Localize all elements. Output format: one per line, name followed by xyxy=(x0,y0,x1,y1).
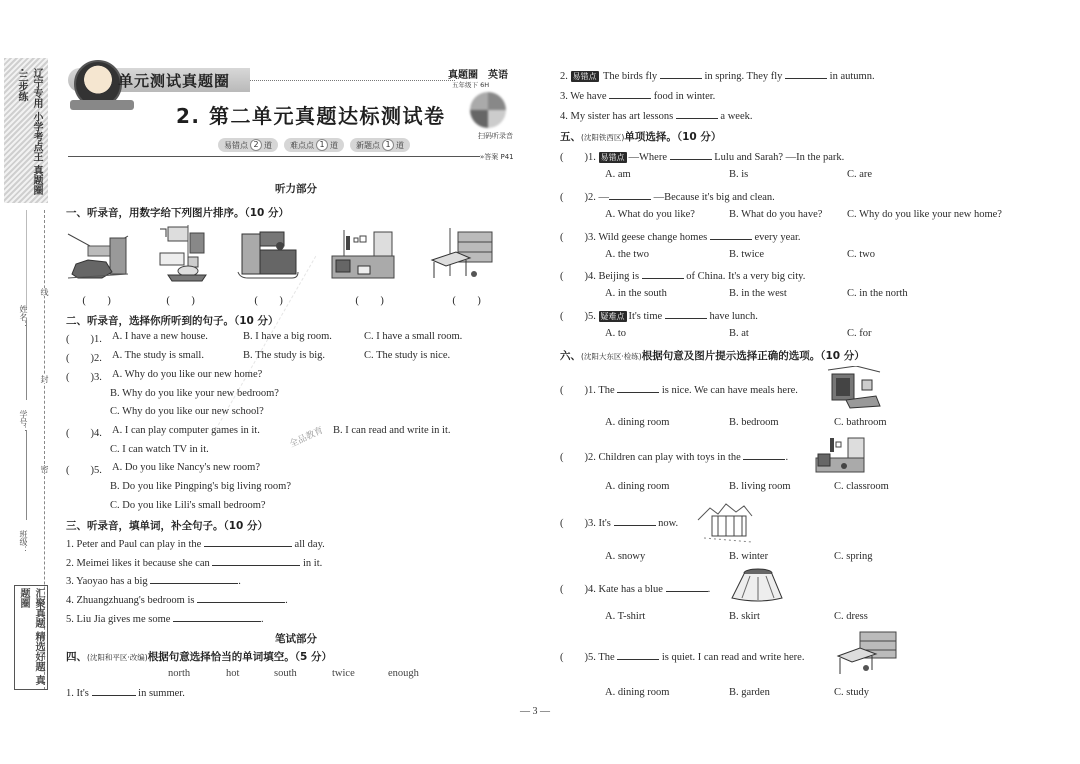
error-prone-tag: 易错点 xyxy=(600,153,625,162)
banner-title: 单元测试真题圈 xyxy=(118,72,231,90)
s2-q3-option-b: B. Why do you like your new bedroom? xyxy=(110,388,279,399)
s2-q5-number[interactable]: ( )5. xyxy=(66,465,102,476)
word-bank-north: north xyxy=(168,668,191,679)
s6-q2-option-b: B. living room xyxy=(729,481,791,492)
s6-q4-blank[interactable] xyxy=(666,582,708,592)
written-part-title: 笔试部分 xyxy=(275,633,317,645)
answer-paren-5[interactable]: ( ) xyxy=(452,295,482,307)
s6-q2-number[interactable]: ( )2. xyxy=(560,452,596,463)
s6-q5-option-b: B. garden xyxy=(729,687,770,698)
spring-trees-picture xyxy=(696,502,754,544)
s3-q4-text: 4. Zhuangzhuang's bedroom is xyxy=(66,595,195,606)
s6-q4-text: Kate has a blue xyxy=(598,584,663,595)
s3-q4 xyxy=(66,593,288,606)
s5-q1-number[interactable]: ( )1. xyxy=(560,152,596,163)
s3-q3-text: 3. Yaoyao has a big xyxy=(66,576,148,587)
s4-q2-blank-2[interactable] xyxy=(785,69,827,79)
s2-q5-option-c: C. Do you like Lili's small bedroom? xyxy=(110,500,266,511)
s6-q5-option-a: A. dining room xyxy=(605,687,670,698)
s3-q5 xyxy=(66,612,264,625)
s6-q4 xyxy=(560,581,710,596)
s2-q4-option-c: C. I can watch TV in it. xyxy=(110,444,209,455)
s5-q1-option-c: C. are xyxy=(847,169,873,180)
s6-q5-text: The xyxy=(598,652,615,663)
s6-q3-option-a: A. snowy xyxy=(605,551,646,562)
section-5-instructions: 单项选择。（10 分） xyxy=(624,131,722,143)
answer-paren-3[interactable]: ( ) xyxy=(254,295,284,307)
s5-q2-option-a: A. What do you like? xyxy=(605,209,695,220)
header-rule xyxy=(68,156,480,157)
s5-q1-option-b: B. is xyxy=(729,169,749,180)
pill-label: 易错点 xyxy=(224,140,248,150)
pill-suffix: 道 xyxy=(396,140,404,150)
section-5-source: (沈阳铁西区) xyxy=(581,133,625,142)
s2-q2-number[interactable]: ( )2. xyxy=(66,353,102,364)
s6-q5 xyxy=(560,649,804,664)
s4-q2-text-end: in autumn. xyxy=(829,71,875,82)
answer-reference: »答案 P41 xyxy=(480,153,514,161)
pill-label: 难点点 xyxy=(290,140,314,150)
answer-paren-2[interactable]: ( ) xyxy=(166,295,196,307)
s4-q3-text: 3. We have xyxy=(560,91,607,102)
pill-error-prone xyxy=(218,138,278,152)
s2-q4-option-b: B. I can read and write in it. xyxy=(333,425,451,436)
s6-q3-option-b: B. winter xyxy=(729,551,769,562)
s2-q1-number[interactable]: ( )1. xyxy=(66,334,102,345)
answer-paren-4[interactable]: ( ) xyxy=(355,295,385,307)
s6-q5-number[interactable]: ( )5. xyxy=(560,652,596,663)
s5-q2-number[interactable]: ( )2. xyxy=(560,192,596,203)
s3-q5-blank[interactable] xyxy=(173,612,261,622)
s4-q2-text: The birds fly xyxy=(602,71,658,82)
difficulty-pills xyxy=(218,138,410,152)
section-5-prefix: 五、 xyxy=(560,131,581,143)
qr-label: 扫码听录音 xyxy=(478,132,513,140)
student-id-field-label: 学号： xyxy=(19,410,28,434)
watermark-text: 全品教育 xyxy=(288,425,326,451)
binding-strip-label: 辽宁专用 小学考点王 真题圈·三步练 xyxy=(16,68,42,195)
s5-q3-text: Wild geese change homes xyxy=(598,232,708,243)
word-bank-south: south xyxy=(274,668,297,679)
s5-q3-blank[interactable] xyxy=(710,230,752,240)
s5-q2-option-c: C. Why do you like your new home? xyxy=(847,209,1002,220)
s3-q3-text-end: . xyxy=(238,576,241,587)
s2-q2-option-c: C. The study is nice. xyxy=(364,350,451,361)
cut-mark-secret: 密 xyxy=(40,465,49,473)
s2-q2-option-b: B. The study is big. xyxy=(243,350,326,361)
s6-q1-blank[interactable] xyxy=(617,383,659,393)
ribbon-icon xyxy=(70,100,134,110)
binding-strip-bottom-label: 汇聚真题 精选好题 真题圈 xyxy=(14,585,48,690)
name-field-line xyxy=(26,210,27,310)
s6-q4-option-b: B. skirt xyxy=(729,611,760,622)
s4-q2-blank-1[interactable] xyxy=(660,69,702,79)
s5-q2-text: — xyxy=(598,192,609,203)
s6-q4-text-end: . xyxy=(707,584,711,595)
s6-q1-option-c: C. bathroom xyxy=(834,417,887,428)
s2-q1-option-c: C. I have a small room. xyxy=(364,331,463,342)
s5-q4-text: Beijing is xyxy=(598,271,640,282)
pill-difficult xyxy=(284,138,344,152)
dining-room-picture xyxy=(826,366,882,410)
s6-q1-option-b: B. bedroom xyxy=(729,417,779,428)
s5-q4-text-end: of China. It's a very big city. xyxy=(686,271,806,282)
s5-q4-option-a: A. in the south xyxy=(605,288,667,299)
s4-q3 xyxy=(560,89,715,102)
kitchen-picture xyxy=(236,228,302,280)
section-6-prefix: 六、 xyxy=(560,350,581,362)
s6-q1-text-end: is nice. We can have meals here. xyxy=(661,385,798,396)
s6-q3 xyxy=(560,515,678,530)
s5-q4-blank[interactable] xyxy=(642,269,684,279)
s3-q2-blank[interactable] xyxy=(212,556,300,566)
s3-q2-text: 2. Meimei likes it because she can xyxy=(66,558,210,569)
s3-q5-text-end: . xyxy=(261,614,264,625)
cut-mark-line: 线 xyxy=(40,288,49,296)
binding-strip-banner xyxy=(4,58,48,203)
study-picture xyxy=(836,630,900,676)
s6-q2-text-end: . xyxy=(785,452,789,463)
section-2-title: 二、听录音，选择你所听到的句子。（10 分） xyxy=(66,315,279,327)
s3-q1-blank[interactable] xyxy=(204,537,292,547)
section-1-title: 一、听录音，用数字给下列图片排序。（10 分） xyxy=(66,207,290,219)
s5-q4 xyxy=(560,268,805,283)
s6-q3-option-c: C. spring xyxy=(834,551,873,562)
name-blank[interactable] xyxy=(26,320,27,400)
s2-q2-option-a: A. The study is small. xyxy=(112,350,204,361)
s6-q3-text-end: now. xyxy=(658,518,679,529)
s5-q3 xyxy=(560,229,801,244)
s6-q3-number[interactable]: ( )3. xyxy=(560,518,596,529)
s6-q5-text-end: is quiet. I can read and write here. xyxy=(661,652,805,663)
page-title: 2. 第二单元真题达标测试卷 xyxy=(176,104,446,128)
s4-q1-text-end: in summer. xyxy=(138,688,185,699)
s3-q3-blank[interactable] xyxy=(150,574,238,584)
s6-q3-blank[interactable] xyxy=(614,516,656,526)
answer-paren-1[interactable]: ( ) xyxy=(82,295,112,307)
s5-q5-text: It's time xyxy=(628,311,663,322)
pill-suffix: 道 xyxy=(330,140,338,150)
s5-q5-option-b: B. at xyxy=(729,328,749,339)
s5-q3-option-b: B. twice xyxy=(729,249,764,260)
s5-q5-blank[interactable] xyxy=(665,309,707,319)
s6-q1-option-a: A. dining room xyxy=(605,417,670,428)
section-4-instructions: 根据句意选择恰当的单词填空。（5 分） xyxy=(147,651,332,663)
pill-suffix: 道 xyxy=(264,140,272,150)
s5-q4-option-c: C. in the north xyxy=(847,288,908,299)
s5-q1-blank[interactable] xyxy=(670,150,712,160)
s6-q1-number[interactable]: ( )1. xyxy=(560,385,596,396)
s4-q1 xyxy=(66,686,185,699)
s5-q1 xyxy=(560,149,844,164)
section-6-source: (沈阳大东区·检练) xyxy=(581,352,642,361)
s6-q2 xyxy=(560,449,788,464)
s5-q3-text-end: every year. xyxy=(754,232,801,243)
s3-q3 xyxy=(66,574,241,587)
header-dotted-rule xyxy=(250,80,455,81)
s6-q2-blank[interactable] xyxy=(743,450,785,460)
page-number: — 3 — xyxy=(520,706,550,717)
s4-q4-blank[interactable] xyxy=(676,109,718,119)
s5-q3-option-c: C. two xyxy=(847,249,876,260)
section-4-source: (沈阳和平区·改编) xyxy=(87,653,148,662)
class-field-label: 班级： xyxy=(19,530,28,554)
s5-q1-text-end: Lulu and Sarah? —In the park. xyxy=(714,152,845,163)
section-5-title xyxy=(560,129,721,144)
series-name: 真题圈 英语 xyxy=(448,70,508,81)
s4-q1-text: 1. It's xyxy=(66,688,89,699)
s6-q2-option-a: A. dining room xyxy=(605,481,670,492)
s6-q1 xyxy=(560,382,798,397)
pill-label: 新题点 xyxy=(356,140,380,150)
s3-q2 xyxy=(66,556,322,569)
s6-q2-text: Children can play with toys in the xyxy=(598,452,741,463)
s3-q1 xyxy=(66,537,325,550)
s5-q5-option-c: C. for xyxy=(847,328,872,339)
s5-q5-number[interactable]: ( )5. xyxy=(560,311,596,322)
s3-q5-text: 5. Liu Jia gives me some xyxy=(66,614,171,625)
s5-q3-option-a: A. the two xyxy=(605,249,650,260)
bathroom-picture xyxy=(156,225,212,283)
pill-new-type xyxy=(350,138,410,152)
s6-q4-number[interactable]: ( )4. xyxy=(560,584,596,595)
listening-part-title: 听力部分 xyxy=(275,183,317,195)
s6-q5-blank[interactable] xyxy=(617,650,659,660)
section-4-title xyxy=(66,649,332,664)
s3-q4-blank[interactable] xyxy=(197,593,285,603)
s5-q4-number[interactable]: ( )4. xyxy=(560,271,596,282)
s5-q1-text: —Where xyxy=(628,152,667,163)
name-field-label: 姓名： xyxy=(19,305,28,329)
s2-q3-option-c: C. Why do you like our new school? xyxy=(110,406,264,417)
s5-q1-option-a: A. am xyxy=(605,169,631,180)
section-6-instructions: 根据句意及图片提示选择正确的选项。（10 分） xyxy=(641,350,865,362)
section-6-title xyxy=(560,348,865,363)
pill-count: 1 xyxy=(316,139,328,151)
s2-q4-option-a: A. I can play computer games in it. xyxy=(112,425,260,436)
s2-q3-number[interactable]: ( )3. xyxy=(66,372,102,383)
living-room-picture xyxy=(814,436,866,474)
cut-mark-seal: 封 xyxy=(40,375,49,383)
s4-q4 xyxy=(560,109,753,122)
s4-q3-blank[interactable] xyxy=(609,89,651,99)
s2-q1-option-a: A. I have a new house. xyxy=(112,331,208,342)
s5-q2-option-b: B. What do you have? xyxy=(729,209,823,220)
s5-q5-text-end: have lunch. xyxy=(709,311,758,322)
word-bank-hot: hot xyxy=(226,668,240,679)
s4-q3-text-end: food in winter. xyxy=(653,91,716,102)
student-id-blank[interactable] xyxy=(26,430,27,520)
word-bank-twice: twice xyxy=(332,668,355,679)
grade-label: 五年级下 6H xyxy=(452,81,490,89)
study-picture xyxy=(430,228,496,282)
s6-q3-text: It's xyxy=(598,518,611,529)
s4-q1-blank[interactable] xyxy=(92,686,136,696)
s2-q1-option-b: B. I have a big room. xyxy=(243,331,332,342)
s6-q4-option-c: C. dress xyxy=(834,611,868,622)
s2-q5-option-a: A. Do you like Nancy's new room? xyxy=(112,462,260,473)
pill-count: 2 xyxy=(250,139,262,151)
s5-q2-blank[interactable] xyxy=(609,190,651,200)
s3-q1-text: 1. Peter and Paul can play in the xyxy=(66,539,202,550)
s3-q1-text-end: all day. xyxy=(294,539,325,550)
s4-q4-text-end: a week. xyxy=(720,111,753,122)
s4-q2-text-mid: in spring. They fly xyxy=(704,71,783,82)
s5-q5-option-a: A. to xyxy=(605,328,626,339)
s5-q2-text-end: —Because it's big and clean. xyxy=(653,192,775,203)
s5-q2 xyxy=(560,189,775,204)
difficult-tag: 疑难点 xyxy=(600,312,625,321)
s5-q3-number[interactable]: ( )3. xyxy=(560,232,596,243)
s2-q4-number[interactable]: ( )4. xyxy=(66,428,102,439)
s5-q5 xyxy=(560,308,758,323)
s6-q2-option-c: C. classroom xyxy=(834,481,889,492)
error-prone-tag: 易错点 xyxy=(572,72,597,81)
s6-q4-option-a: A. T-shirt xyxy=(605,611,646,622)
s3-q2-text-end: in it. xyxy=(303,558,323,569)
s4-q2 xyxy=(560,69,875,82)
pill-count: 1 xyxy=(382,139,394,151)
word-bank-enough: enough xyxy=(388,668,419,679)
s4-q2-number: 2. xyxy=(560,71,568,82)
qr-code-icon[interactable] xyxy=(470,92,506,128)
garage-car-picture xyxy=(66,228,132,282)
section-4-prefix: 四、 xyxy=(66,651,87,663)
s6-q5-option-c: C. study xyxy=(834,687,870,698)
s6-q1-text: The xyxy=(598,385,615,396)
s3-q4-text-end: . xyxy=(285,595,288,606)
s2-q5-option-b: B. Do you like Pingping's big living room? xyxy=(110,481,291,492)
section-3-title: 三、听录音，填单词，补全句子。（10 分） xyxy=(66,520,269,532)
s2-q3-option-a: A. Why do you like our new home? xyxy=(112,369,263,380)
skirt-picture xyxy=(730,568,784,602)
s4-q4-text: 4. My sister has art lessons xyxy=(560,111,674,122)
s5-q4-option-b: B. in the west xyxy=(729,288,787,299)
